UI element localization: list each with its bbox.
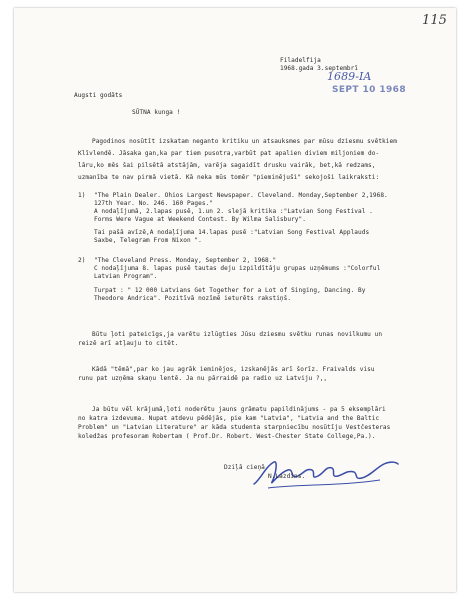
paragraph-line: reizē arī atļauju to citēt. (78, 340, 179, 347)
filing-mark: 1689-IA (327, 70, 372, 83)
paragraph-line: runu pat uzņēma skaņu lentē. Ja nu pārraidē pa radio uz Latviju ?,, (78, 375, 328, 382)
item-line: Tai pašā avīzē,A nodaļījuma 14.lapas pusē :"Latvian Song Festival Applauds (94, 229, 370, 236)
closing: Dziļā cieņā (224, 464, 265, 471)
addressee: SŪTNA kunga ! (132, 109, 181, 116)
body-line: Klīvlendē. Jāsaka gan,ka par tiem pusotra,varbūt pat apalien diviem miljoniem do- (78, 150, 380, 157)
place-line: Filadelfija (280, 57, 321, 64)
item-line: Theodore Andrica". Pozitīvā nozīmē ieturēts rakstiņš. (94, 295, 292, 302)
salutation: Augsti godāts (74, 92, 123, 99)
date-stamp: SEPT 10 1968 (332, 85, 407, 95)
letter-sheet (14, 8, 456, 592)
item-line: Latvian Program". (94, 273, 158, 280)
paragraph-line: no katra izdevuma. Nupat atdevu pēdējās, pie kam "Latvia", "Latvia and the Baltic (78, 415, 380, 422)
item-number: 2) (78, 257, 86, 264)
paragraph-line: koledžas profesoram Robertam ( Prof.Dr. Robert. West-Chester State College,Pa.). (78, 433, 376, 440)
item-line: Turpat : " 12 000 Latvians Get Together for a Lot of Singing, Dancing. By (94, 287, 366, 294)
item-number: 1) (78, 192, 86, 199)
body-line: Pagodinos nosūtīt izskatam neganto kritiku un atsauksmes par mūsu dziesmu svētkiem (92, 138, 397, 145)
item-line: C nodaļījuma 8. lapas pusē tautas deju izpildītāju grupas uzņēmums :"Colorful (94, 265, 381, 272)
item-line: Saxbe, Telegram From Nixon ". (94, 237, 202, 244)
item-line: "The Plain Dealer. Ohios Largest Newspaper. Cleveland. Monday,September 2,1968. (94, 192, 388, 199)
paragraph-line: Būtu ļoti pateicīgs,ja varētu izlūgties Jūsu dziesmu svētku runas novilkumu un (92, 331, 383, 338)
paragraph-line: Problem" un "Latvian Literature" ar kāda studenta starpniecību nosūtīju Vestčesteras (78, 424, 391, 431)
item-line: Forms Were Vague at Weekend Contest. By Wilma Salisbury". (94, 216, 306, 223)
paragraph-line: Kādā "tēmā",par ko jau agrāk ieminējos, izskanējās arī šorīz. Fraivalds visu (92, 366, 375, 373)
paragraph-line: Ja būtu vēl krājumā,ļoti noderētu jauns grāmatu papildinājums - pa 5 eksemplāri (92, 406, 386, 413)
item-line: 127th Year. No. 246. 160 Pages." (94, 200, 213, 207)
archive-number: 115 (422, 13, 447, 28)
item-line: A nodaļījumā, 2.lapas pusē, 1.un 2. slejā kritika :"Latvian Song Festival . (94, 208, 373, 215)
body-line: uzmanība te nav pirmā vietā. Kā neka mūs tomēr "pieminējuši" sekojoši laikraksti: (78, 174, 380, 181)
date-line: 1968.gada 3.septembrī (280, 65, 359, 72)
item-line: "The Cleveland Press. Monday, September 2, 1968." (94, 257, 277, 264)
body-line: lāru,ko mēs šai pilsētā atstājām, varēja sagaidīt drusku vairāk, bet,kā redzams, (78, 162, 376, 169)
signature-name: N.Lazdins. (268, 473, 306, 480)
